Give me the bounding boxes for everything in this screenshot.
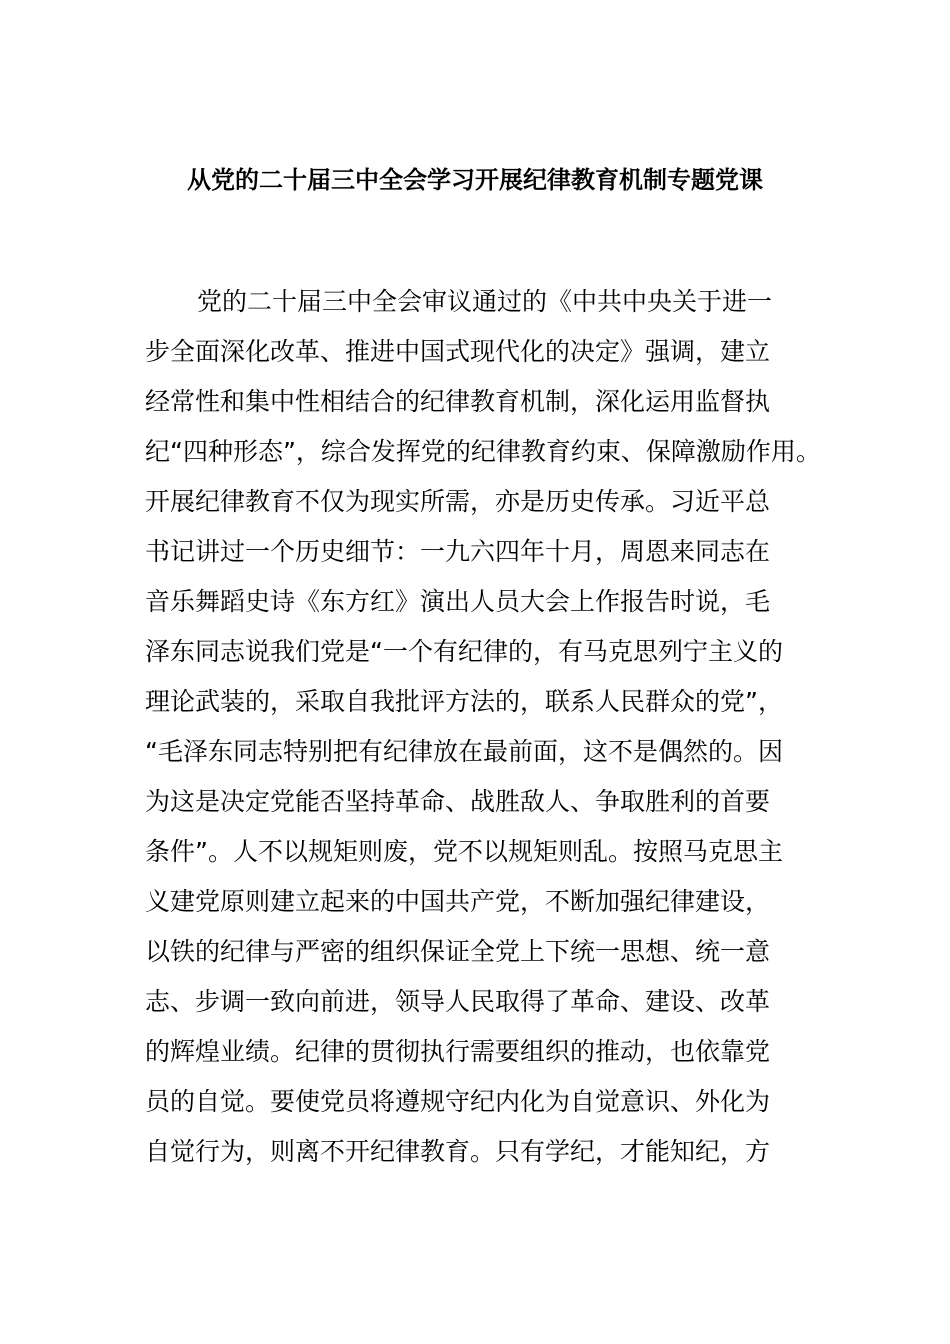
body-line: 音乐舞蹈史诗《东方红》演出人员大会上作报告时说，毛 bbox=[145, 587, 771, 616]
body-line: 泽东同志说我们党是“一个有纪律的，有马克思列宁主义的 bbox=[145, 637, 783, 666]
body-line: 书记讲过一个历史细节：一九六四年十月，周恩来同志在 bbox=[145, 537, 771, 566]
body-line: 志、步调一致向前进，领导人民取得了革命、建设、改革 bbox=[145, 987, 771, 1016]
body-line: 党的二十届三中全会审议通过的《中共中央关于进一 bbox=[197, 287, 773, 316]
document-title: 从党的二十届三中全会学习开展纪律教育机制专题党课 bbox=[187, 166, 763, 194]
body-line: 条件”。人不以规矩则废，党不以规矩则乱。按照马克思主 bbox=[145, 837, 783, 866]
body-line: 步全面深化改革、推进中国式现代化的决定》强调，建立 bbox=[145, 337, 771, 366]
body-line: 自觉行为，则离不开纪律教育。只有学纪，才能知纪，方 bbox=[145, 1137, 771, 1166]
body-line: 理论武装的，采取自我批评方法的，联系人民群众的党”， bbox=[145, 687, 783, 716]
body-line: 开展纪律教育不仅为现实所需，亦是历史传承。习近平总 bbox=[145, 487, 771, 516]
body-paragraph bbox=[145, 280, 835, 1180]
body-line: 义建党原则建立起来的中国共产党，不断加强纪律建设， bbox=[145, 887, 771, 916]
body-line: 为这是决定党能否坚持革命、战胜敌人、争取胜利的首要 bbox=[145, 787, 771, 816]
body-line: 的辉煌业绩。纪律的贯彻执行需要组织的推动，也依靠党 bbox=[145, 1037, 771, 1066]
body-line: 以铁的纪律与严密的组织保证全党上下统一思想、统一意 bbox=[145, 937, 771, 966]
body-line: 员的自觉。要使党员将遵规守纪内化为自觉意识、外化为 bbox=[145, 1087, 771, 1116]
body-line: 纪“四种形态”，综合发挥党的纪律教育约束、保障激励作用。 bbox=[145, 437, 821, 466]
body-line: 经常性和集中性相结合的纪律教育机制，深化运用监督执 bbox=[145, 387, 771, 416]
body-line: “毛泽东同志特别把有纪律放在最前面，这不是偶然的。因 bbox=[145, 737, 783, 766]
